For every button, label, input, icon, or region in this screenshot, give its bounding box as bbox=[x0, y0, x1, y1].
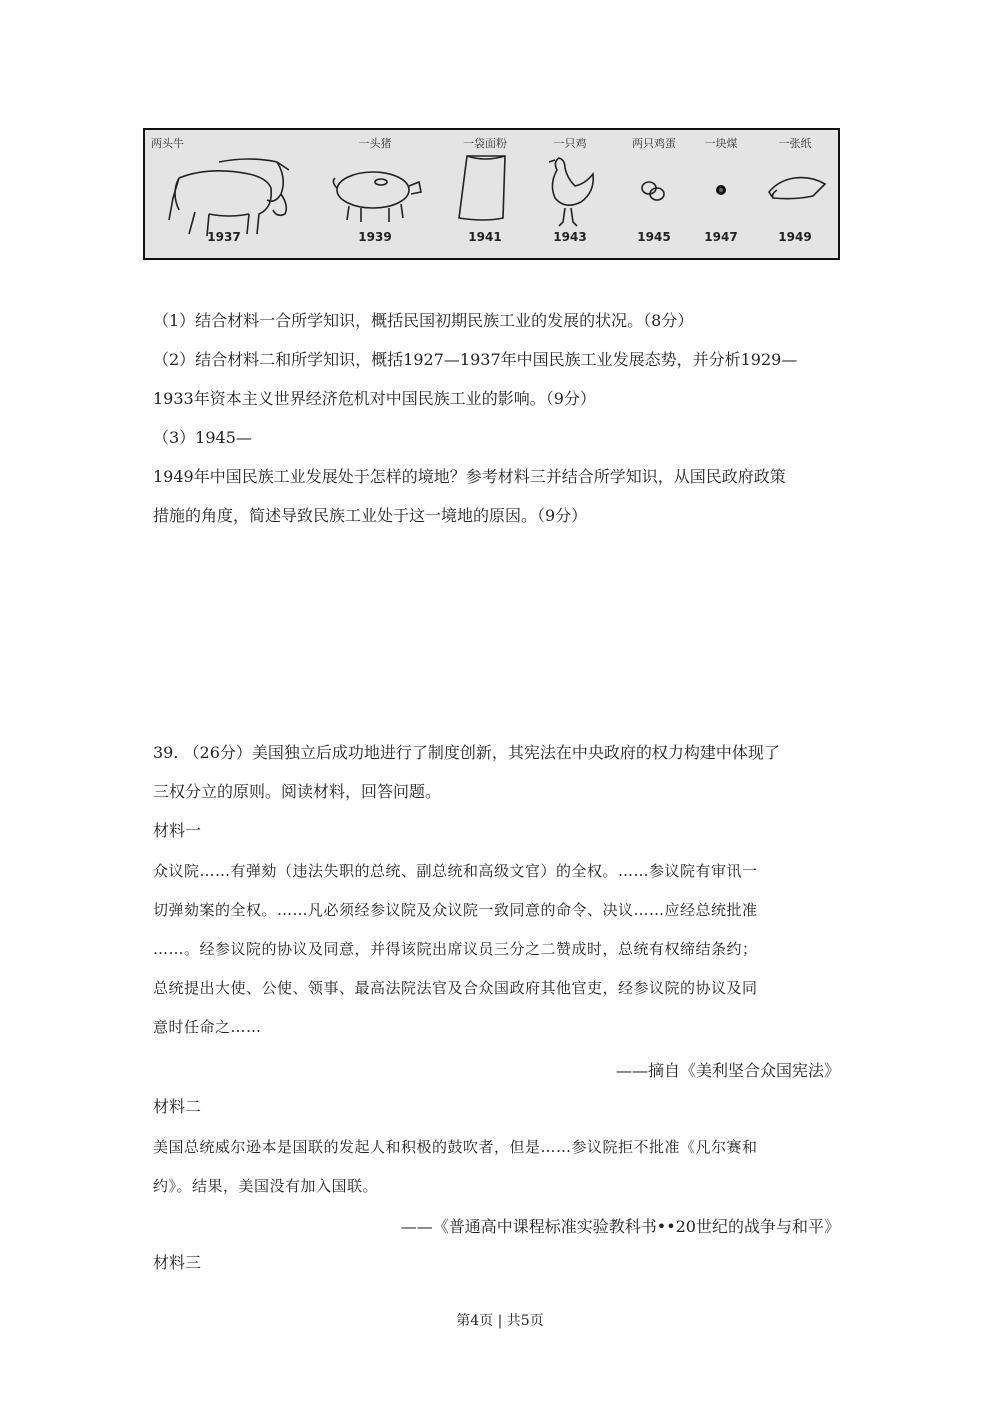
question-39-intro-line-2: 三权分立的原则。阅读材料，回答问题。 bbox=[153, 782, 442, 801]
material-1-line: 切弹劾案的全权。……凡必须经参议院及众议院一致同意的命令、决议……应经总统批准 bbox=[153, 901, 758, 919]
question-39-intro-line-1: 39. （26分）美国独立后成功地进行了制度创新，其宪法在中央政府的权力构建中体现了 bbox=[153, 743, 780, 762]
strip-year: 1937 bbox=[207, 230, 241, 244]
strip-year: 1945 bbox=[637, 230, 671, 244]
strip-item-flour bbox=[445, 130, 525, 258]
strip-year: 1941 bbox=[468, 230, 502, 244]
material-1-line: 意时任命之…… bbox=[153, 1018, 262, 1036]
eggs-icon bbox=[619, 148, 689, 243]
question-3-line-1: （3）1945— bbox=[153, 428, 252, 447]
page-footer: 第4页 | 共5页 bbox=[456, 1313, 544, 1329]
material-1-line: 总统提出大使、公使、领事、最高法院法官及合众国政府其他官吏，经参议院的协议及同 bbox=[153, 979, 758, 997]
strip-label: 两头牛 bbox=[151, 137, 184, 150]
question-2-line-1: （2）结合材料二和所学知识，概括1927—1937年中国民族工业发展态势，并分析1929— bbox=[153, 350, 798, 369]
strip-item-paper bbox=[755, 130, 835, 258]
price-illustration-strip bbox=[143, 128, 840, 260]
material-2-line: 美国总统威尔逊本是国联的发起人和积极的鼓吹者，但是……参议院拒不批准《凡尔赛和 bbox=[153, 1138, 758, 1156]
strip-year: 1947 bbox=[704, 230, 738, 244]
strip-item-coal bbox=[691, 130, 751, 258]
flour-bag-icon bbox=[445, 148, 525, 243]
material-1-line: ……。经参议院的协议及同意，并得该院出席议员三分之二赞成时，总统有权缔结条约； bbox=[153, 940, 758, 958]
strip-item-eggs bbox=[619, 130, 689, 258]
strip-label: 一袋面粉 bbox=[463, 137, 507, 150]
strip-year: 1949 bbox=[778, 230, 812, 244]
strip-year: 1939 bbox=[358, 230, 392, 244]
material-1-title: 材料一 bbox=[153, 821, 202, 840]
question-3-line-2: 1949年中国民族工业发展处于怎样的境地？参考材料三并结合所学知识，从国民政府政策 bbox=[153, 467, 786, 486]
strip-label: 一张纸 bbox=[778, 137, 812, 150]
strip-label: 一头猪 bbox=[358, 137, 392, 150]
strip-item-cows bbox=[149, 130, 299, 258]
material-2-title: 材料二 bbox=[153, 1097, 202, 1116]
material-1-source: ——摘自《美利坚合众国宪法》 bbox=[615, 1061, 840, 1080]
strip-label: 一只鸡 bbox=[553, 137, 587, 150]
paper-icon bbox=[755, 148, 835, 243]
strip-label: 两只鸡蛋 bbox=[632, 137, 676, 150]
material-1-line: 众议院……有弹劾（违法失职的总统、副总统和高级文官）的全权。……参议院有审讯一 bbox=[153, 862, 758, 880]
strip-item-pig bbox=[325, 130, 425, 258]
pig-icon bbox=[325, 148, 425, 243]
chicken-icon bbox=[535, 148, 605, 243]
material-3-title: 材料三 bbox=[153, 1253, 202, 1272]
material-2-line: 约》。结果，美国没有加入国联。 bbox=[153, 1177, 379, 1195]
material-2-source: ——《普通高中课程标准实验教科书••20世纪的战争与和平》 bbox=[400, 1217, 840, 1236]
question-3-line-3: 措施的角度，简述导致民族工业处于这一境地的原因。（9分） bbox=[153, 506, 588, 525]
two-cows-icon bbox=[149, 148, 299, 243]
question-2-line-2: 1933年资本主义世界经济危机对中国民族工业的影响。（9分） bbox=[153, 389, 596, 408]
coal-icon bbox=[691, 148, 751, 243]
strip-item-chicken bbox=[535, 130, 605, 258]
strip-label: 一块煤 bbox=[704, 137, 738, 150]
question-1: （1）结合材料一合所学知识，概括民国初期民族工业的发展的状况。（8分） bbox=[153, 311, 694, 330]
strip-year: 1943 bbox=[553, 230, 587, 244]
